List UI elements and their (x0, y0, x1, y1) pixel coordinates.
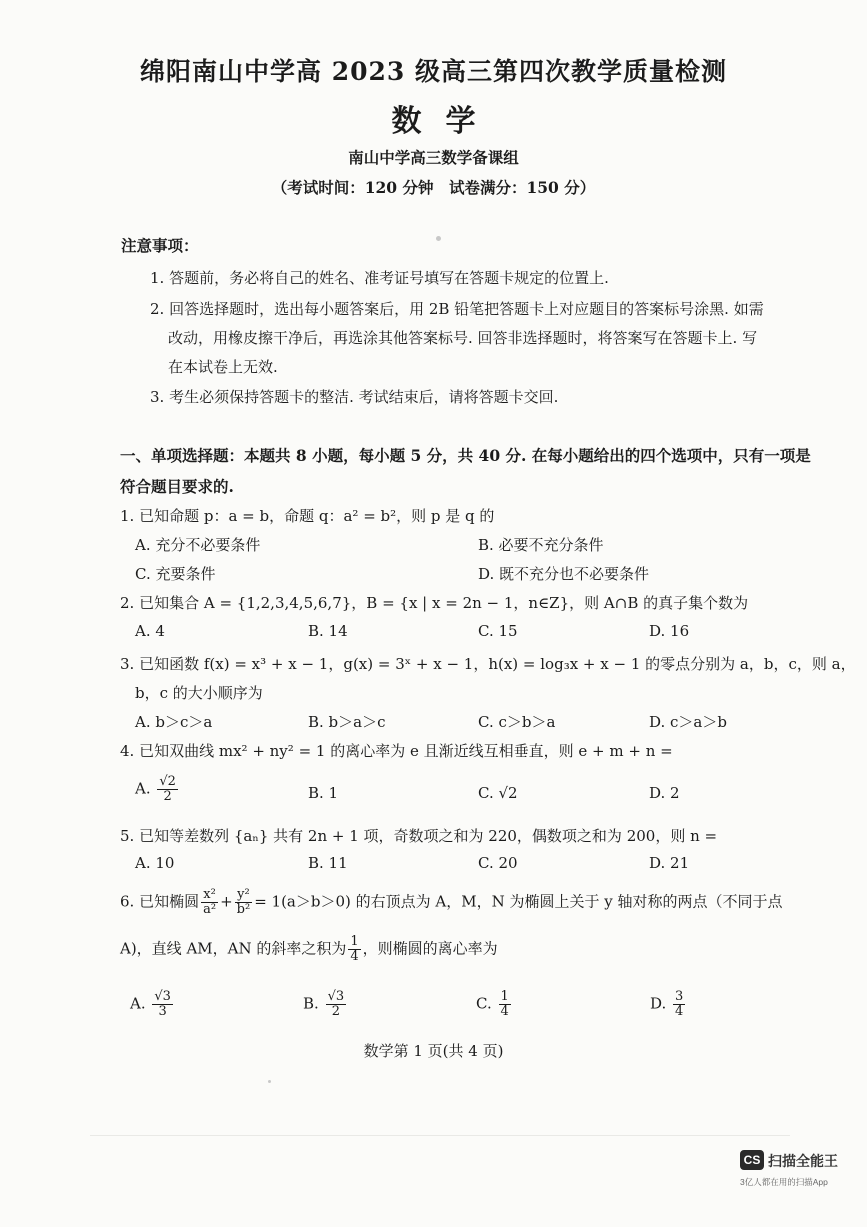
fraction-x2-a2 (201, 888, 218, 917)
plus-sign: + (220, 892, 233, 911)
section-heading-cont: 符合题目要求的. (120, 477, 234, 496)
fraction-denominator: 4 (350, 949, 359, 964)
option-label: D. (650, 994, 667, 1013)
question-2-option-a: A. 4 (135, 622, 165, 640)
note-line-2: 2. 回答选择题时，选出每小题答案后，用 2B 铅笔把答题卡上对应题目的答案标号涂黑. 如需 (150, 300, 764, 318)
exam-time-info: （考试时间：120 分钟 试卷满分：150 分） (271, 178, 596, 197)
question-1-option-c: C. 充要条件 (135, 565, 216, 583)
question-6-option-a (130, 990, 175, 1019)
author-group: 南山中学高三数学备课组 (348, 148, 519, 167)
fraction (499, 990, 511, 1019)
question-5-option-b: B. 11 (308, 854, 348, 872)
fraction-numerator: √2 (159, 774, 176, 789)
question-3-option-a: A. b＞c＞a (135, 713, 213, 731)
question-6-line2-pre: A)，直线 AM，AN 的斜率之积为 (120, 939, 347, 958)
question-2-stem: 2. 已知集合 A = {1,2,3,4,5,6,7}，B = {x | x = 2n − 1，n∈Z}，则 A∩B 的真子集个数为 (120, 594, 749, 612)
scanner-logo-icon: CS (740, 1150, 764, 1170)
question-3-option-b: B. b＞a＞c (308, 713, 386, 731)
fraction-denominator: b² (236, 902, 251, 917)
question-1-stem: 1. 已知命题 p：a = b，命题 q：a² = b²，则 p 是 q 的 (120, 507, 495, 525)
question-5-option-d: D. 21 (649, 854, 690, 872)
fraction-denominator: 2 (331, 1004, 340, 1019)
fraction-numerator: 3 (675, 989, 684, 1004)
note-line-4: 在本试卷上无效. (168, 358, 278, 376)
fraction-numerator: 1 (350, 934, 359, 949)
option-label: C. (476, 994, 492, 1013)
question-6-option-c (476, 990, 513, 1019)
question-6-stem-cont (120, 935, 498, 964)
fraction (326, 990, 347, 1019)
question-5-option-c: C. 20 (478, 854, 518, 872)
page-footer: 数学第 1 页(共 4 页) (363, 1042, 504, 1060)
question-3-stem-cont: b，c 的大小顺序为 (135, 684, 263, 702)
question-6-option-d (650, 990, 687, 1019)
question-3-option-c: C. c＞b＞a (478, 713, 556, 731)
fraction-numerator: √3 (327, 989, 345, 1004)
fraction-denominator: 4 (675, 1004, 684, 1019)
question-2-option-d: D. 16 (649, 622, 690, 640)
option-label: A. (130, 994, 146, 1013)
fraction-denominator: 2 (163, 789, 172, 804)
question-4-option-b: B. 1 (308, 784, 339, 802)
fraction-denominator: a² (203, 902, 217, 917)
fraction-one-quarter (348, 935, 360, 964)
scanner-app-tagline: 3亿人都在用的扫描App (740, 1177, 828, 1187)
question-4-option-d: D. 2 (649, 784, 680, 802)
note-line-5: 3. 考生必须保持答题卡的整洁. 考试结束后，请将答题卡交回. (150, 388, 559, 406)
option-label: B. (303, 994, 319, 1013)
scan-speck (268, 1080, 271, 1083)
question-2-option-c: C. 15 (478, 622, 518, 640)
note-line-1: 1. 答题前，务必将自己的姓名、准考证号填写在答题卡规定的位置上. (150, 269, 609, 287)
question-2-option-b: B. 14 (308, 622, 348, 640)
fraction-y2-b2 (235, 888, 253, 917)
note-line-3: 改动，用橡皮擦干净后，再选涂其他答案标号. 回答非选择题时，将答案写在答题卡上. 写 (168, 329, 758, 347)
scan-edge-line (90, 1135, 790, 1136)
question-4-option-a (135, 775, 180, 804)
fraction-denominator: 4 (500, 1004, 509, 1019)
question-6-option-b (303, 990, 348, 1019)
question-1-option-d: D. 既不充分也不必要条件 (478, 565, 650, 583)
subject-title: 数学 (391, 104, 500, 139)
notes-heading: 注意事项： (121, 236, 199, 255)
fraction-numerator: y² (237, 887, 250, 902)
fraction (157, 775, 178, 804)
question-5-stem: 5. 已知等差数列 {aₙ} 共有 2n + 1 项，奇数项之和为 220，偶数项之和为 200，则 n = (120, 827, 718, 845)
question-3-stem: 3. 已知函数 f(x) = x³ + x − 1，g(x) = 3ˣ + x − 1，h(x) = log₃x + x − 1 的零点分别为 a，b，c，则 a， (120, 655, 856, 673)
question-6-line2-post: ，则椭圆的离心率为 (362, 939, 498, 958)
fraction (152, 990, 173, 1019)
fraction-numerator: 1 (500, 989, 509, 1004)
question-1-option-b: B. 必要不充分条件 (478, 536, 604, 554)
question-1-option-a: A. 充分不必要条件 (135, 536, 261, 554)
question-4-stem: 4. 已知双曲线 mx² + ny² = 1 的离心率为 e 且渐近线互相垂直，则 e + m + n = (120, 742, 673, 760)
fraction-numerator: x² (203, 887, 216, 902)
question-6-stem-pre: 6. 已知椭圆 (120, 892, 200, 911)
question-6-stem-post: = 1(a＞b＞0) 的右顶点为 A，M，N 为椭圆上关于 y 轴对称的两点（不同于点 (254, 892, 783, 911)
question-4-option-c: C. √2 (478, 784, 518, 802)
scanner-app-name: 扫描全能王 (768, 1153, 838, 1169)
fraction-numerator: √3 (154, 989, 171, 1004)
option-label: A. (135, 779, 151, 798)
exam-title: 绵阳南山中学高 2023 级高三第四次教学质量检测 (140, 57, 727, 86)
section-heading: 一、单项选择题：本题共 8 小题，每小题 5 分，共 40 分. 在每小题给出的四个选项中，只有一项是 (120, 446, 811, 465)
question-6-stem (120, 888, 783, 917)
fraction (673, 990, 685, 1019)
scan-speck (436, 236, 441, 241)
fraction-denominator: 3 (158, 1004, 167, 1019)
question-5-option-a: A. 10 (135, 854, 175, 872)
question-3-option-d: D. c＞a＞b (649, 713, 727, 731)
